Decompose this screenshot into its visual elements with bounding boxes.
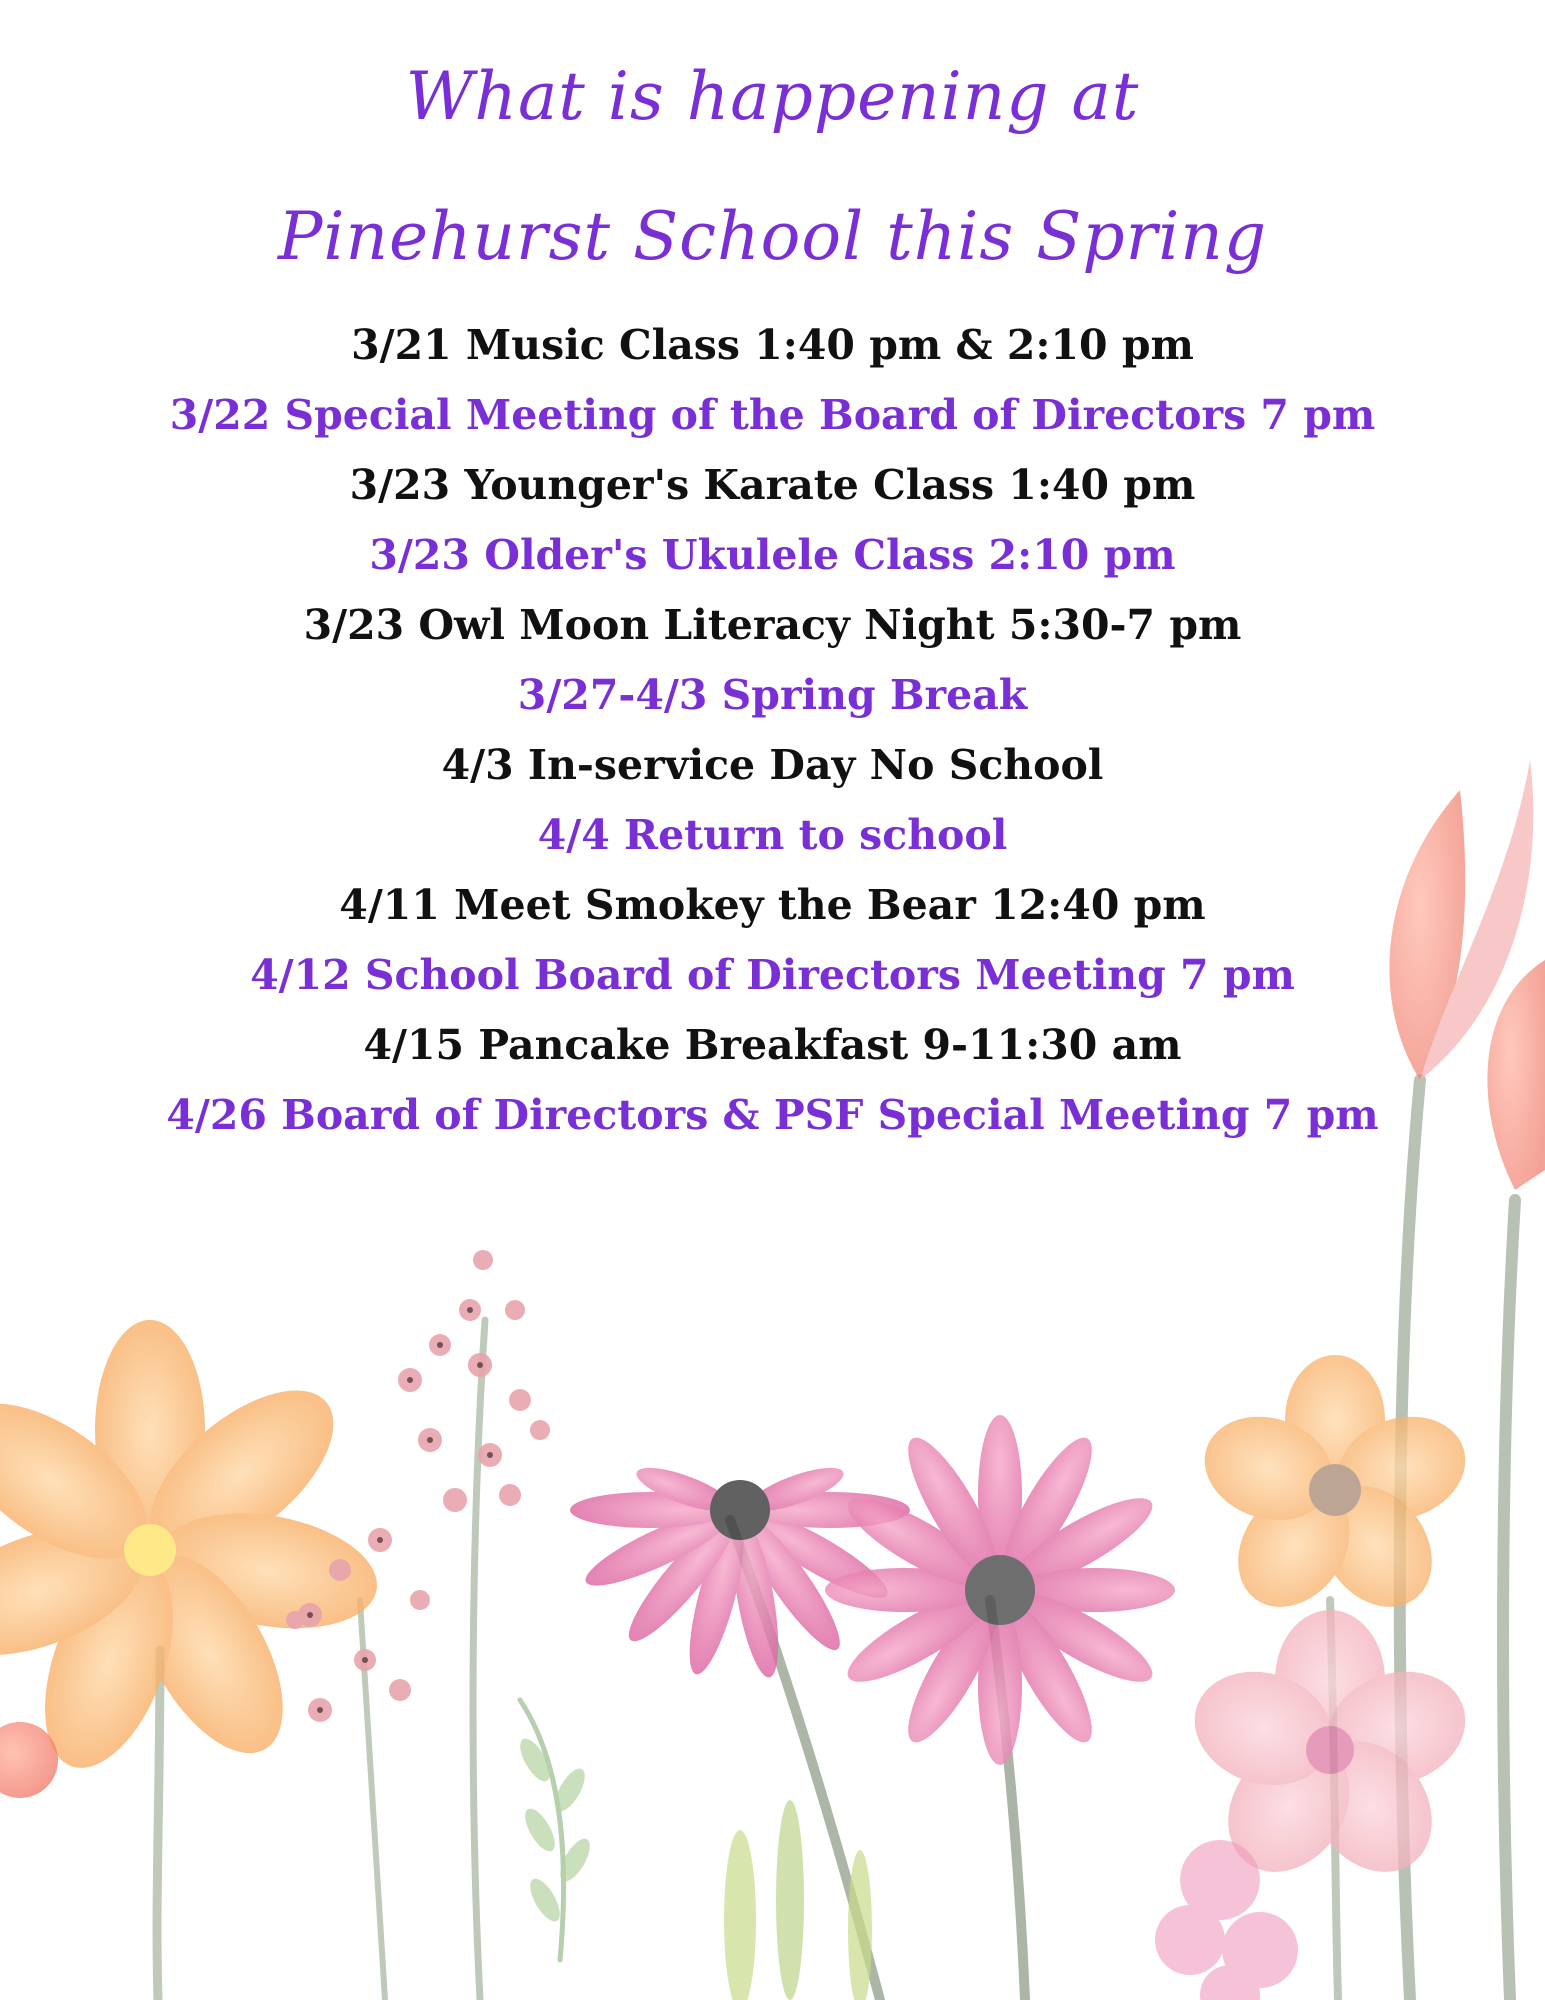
event-item: 3/22 Special Meeting of the Board of Directors 7 pm	[169, 391, 1376, 439]
event-item: 4/26 Board of Directors & PSF Special Meeting 7 pm	[166, 1091, 1379, 1139]
event-item: 4/12 School Board of Directors Meeting 7 pm	[250, 951, 1295, 999]
event-item: 3/23 Younger's Karate Class 1:40 pm	[349, 461, 1196, 509]
event-item: 3/23 Older's Ukulele Class 2:10 pm	[369, 531, 1176, 579]
event-item: 3/23 Owl Moon Literacy Night 5:30-7 pm	[303, 601, 1242, 649]
event-item: 3/27-4/3 Spring Break	[517, 671, 1028, 719]
event-item: 4/4 Return to school	[537, 811, 1008, 859]
title-line-1: What is happening at	[405, 58, 1140, 135]
event-item: 4/11 Meet Smokey the Bear 12:40 pm	[339, 881, 1206, 929]
title-line-2: Pinehurst School this Spring	[277, 198, 1268, 275]
events-list	[0, 310, 1545, 1150]
event-item: 3/21 Music Class 1:40 pm & 2:10 pm	[351, 321, 1194, 369]
event-item: 4/3 In-service Day No School	[441, 741, 1104, 789]
event-item: 4/15 Pancake Breakfast 9-11:30 am	[363, 1021, 1182, 1069]
